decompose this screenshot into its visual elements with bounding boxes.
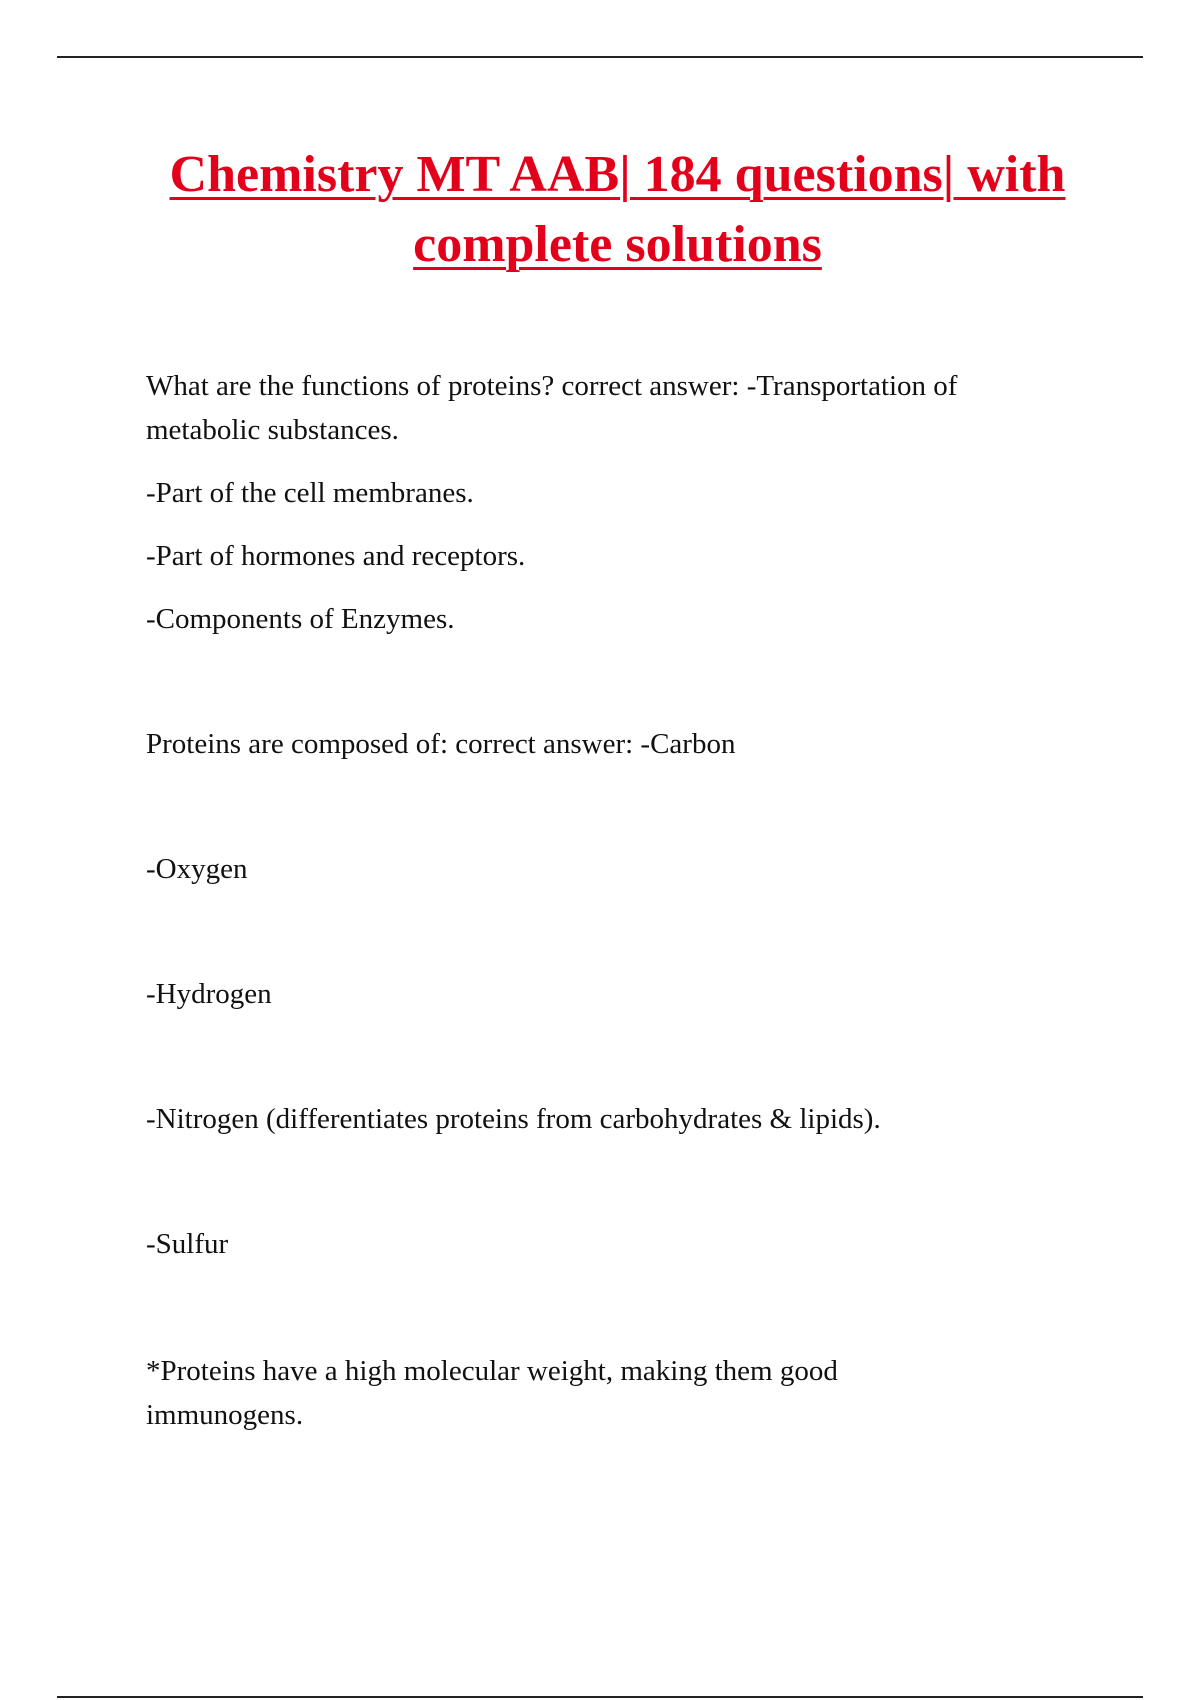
answer-line-hydrogen: -Hydrogen [146,978,272,1010]
bottom-rule [57,1696,1143,1698]
answer-line-cell-membranes: -Part of the cell membranes. [146,477,474,509]
answer-line-nitrogen: -Nitrogen (differentiates proteins from carbohydrates & lipids). [146,1103,881,1135]
answer-line-oxygen: -Oxygen [146,853,248,885]
answer-line-enzymes: -Components of Enzymes. [146,603,455,635]
question-1-text: What are the functions of proteins? correct answer: -Transportation of metabolic substances. [146,370,958,446]
note-molecular-weight: *Proteins have a high molecular weight, making them good immunogens. [146,1355,838,1431]
answer-line-hormones: -Part of hormones and receptors. [146,540,526,572]
document-title: Chemistry MT AAB| 184 questions| with complete solutions [169,146,1066,273]
top-rule [57,56,1143,58]
answer-line-sulfur: -Sulfur [146,1228,229,1260]
question-2-text: Proteins are composed of: correct answer: -Carbon [146,728,736,760]
